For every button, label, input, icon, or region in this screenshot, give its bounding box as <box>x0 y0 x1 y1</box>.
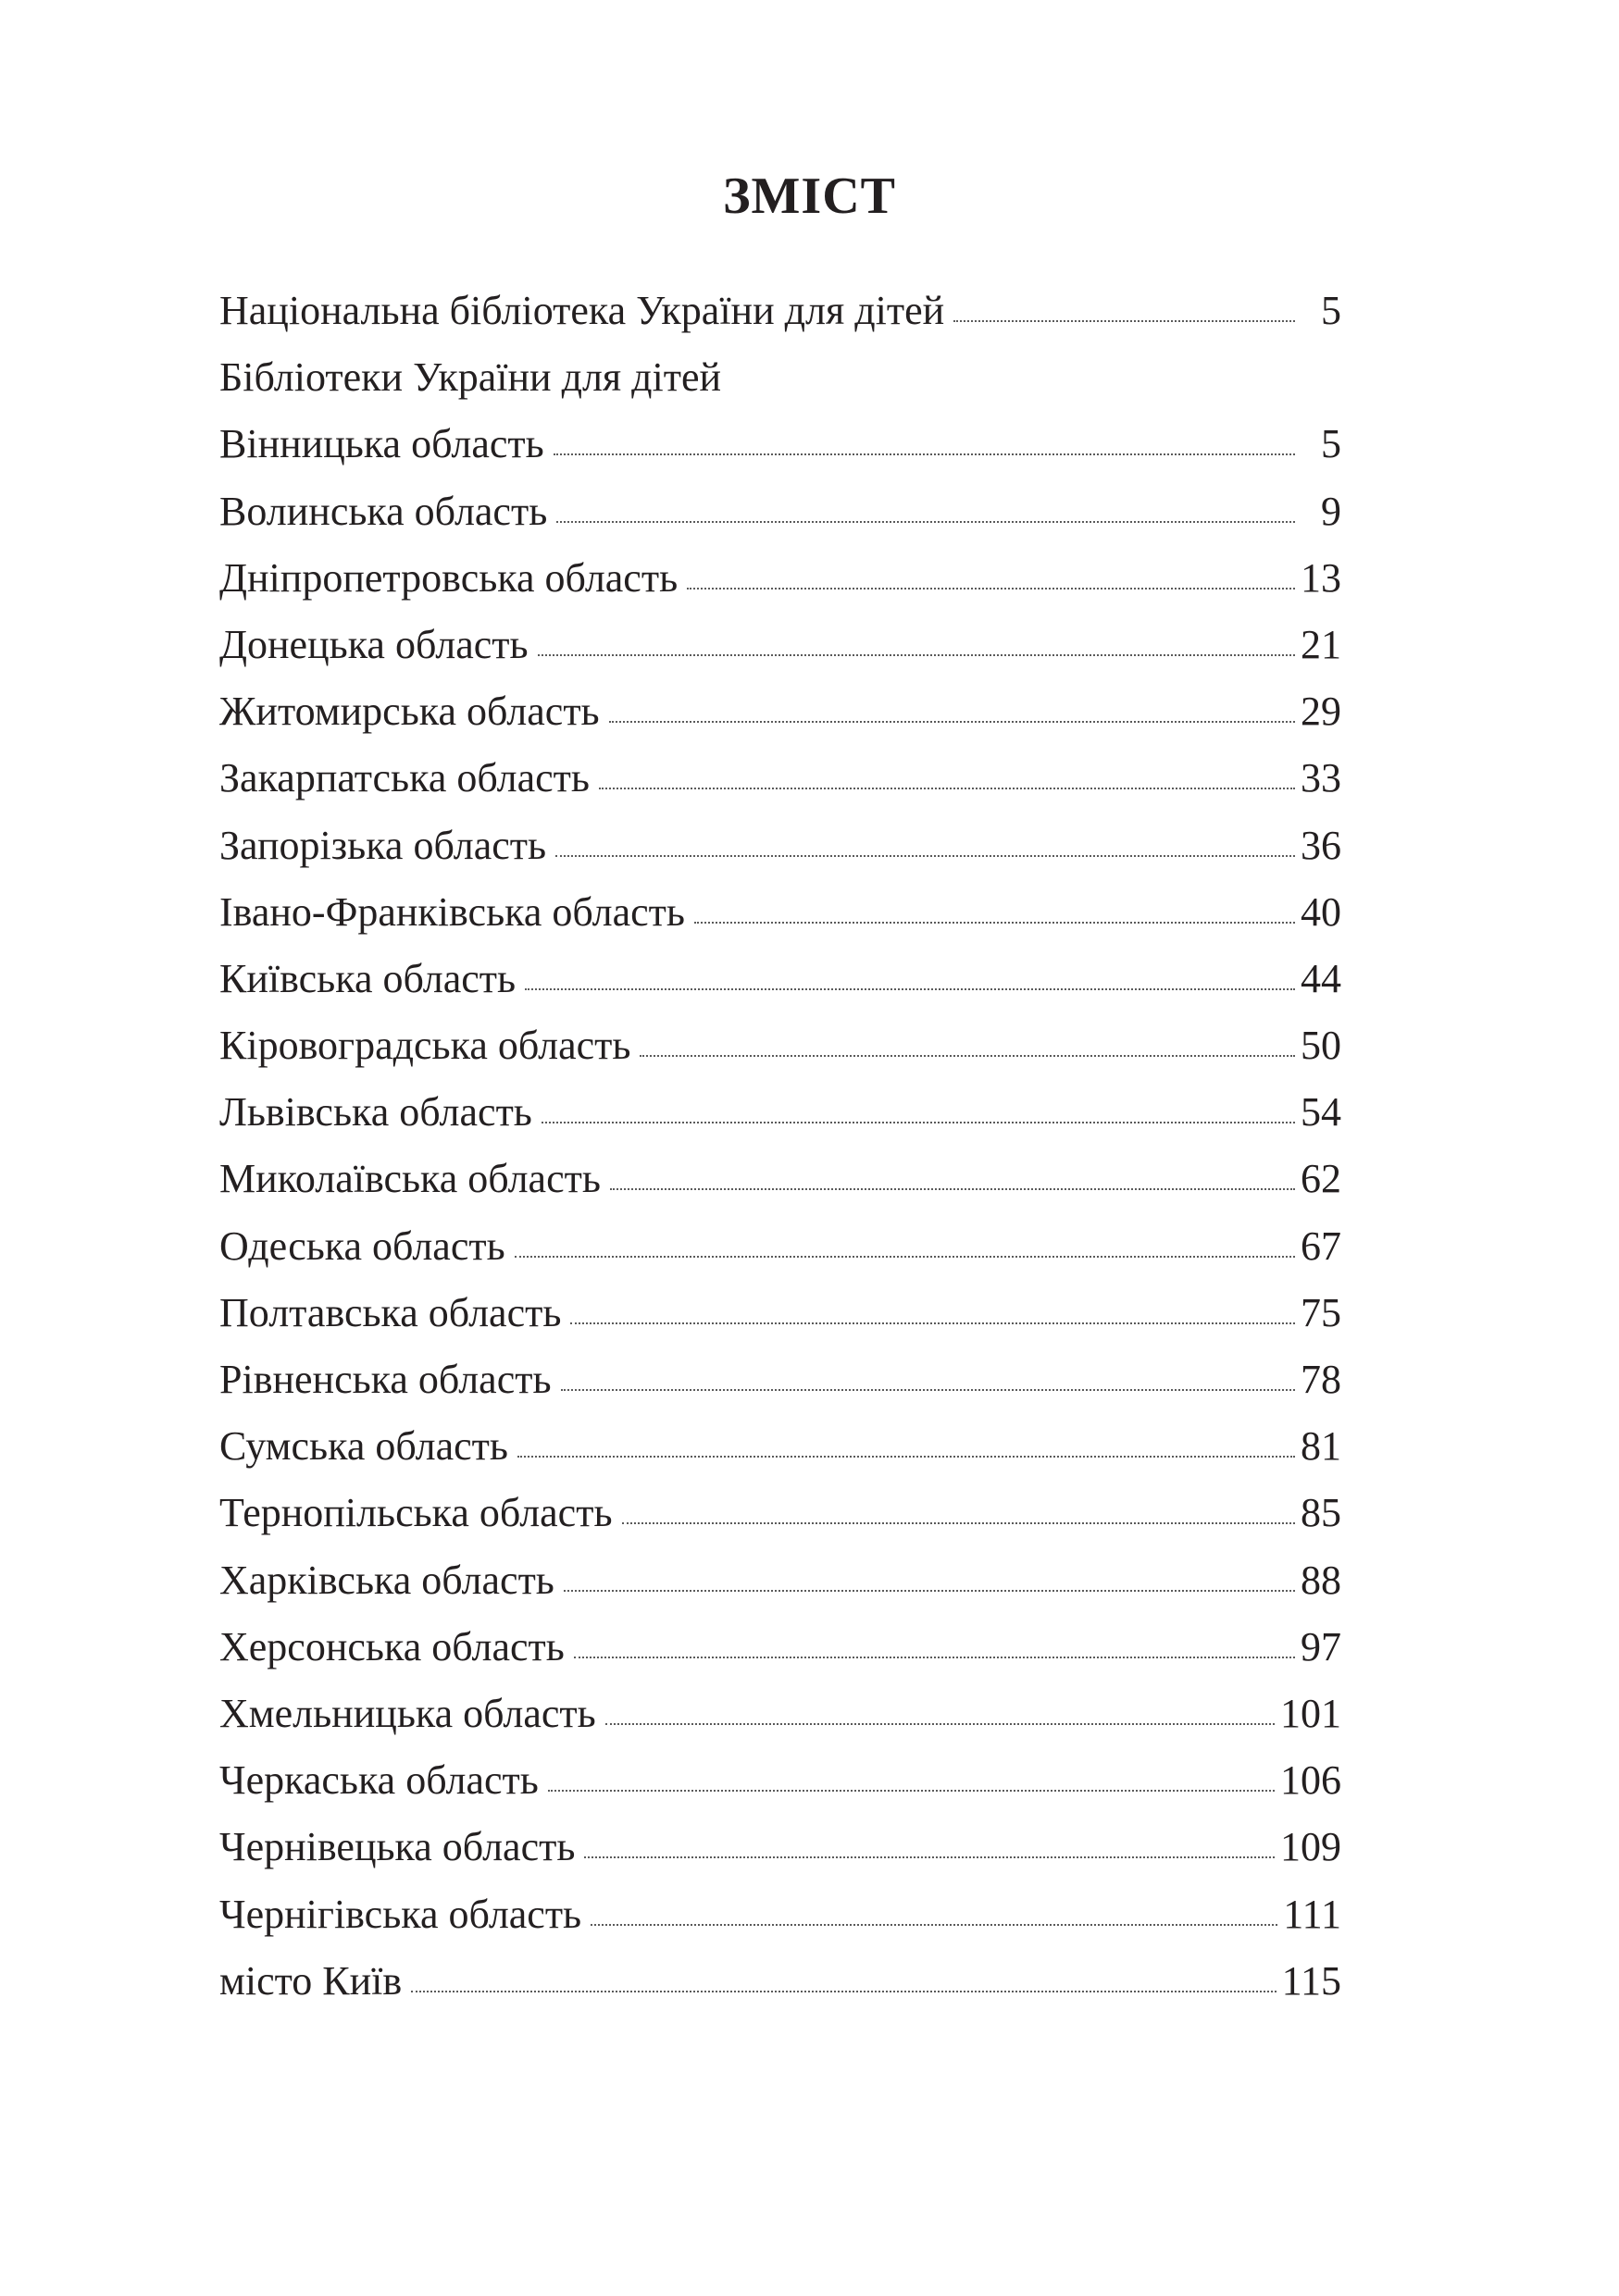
toc-entry <box>219 1012 1341 1079</box>
toc-entry-label: Сумська область <box>219 1423 508 1470</box>
dot-leader <box>953 320 1295 322</box>
toc-entry-label: Тернопільська область <box>219 1490 613 1536</box>
toc-entry-label: Харківська область <box>219 1557 554 1603</box>
dot-leader <box>605 1723 1275 1725</box>
toc-entry-page-number: 88 <box>1301 1557 1341 1603</box>
toc-entry-label: Херсонська область <box>219 1623 565 1669</box>
dot-leader <box>538 654 1295 656</box>
toc-entry-label: Національна бібліотека України для дітей <box>219 288 945 333</box>
toc-entry <box>219 946 1341 1012</box>
toc-entry-page-number: 106 <box>1280 1757 1341 1804</box>
toc-entry <box>219 678 1341 745</box>
toc-entry <box>219 478 1341 545</box>
toc-entry-page-number: 78 <box>1301 1357 1341 1402</box>
toc-entry <box>219 813 1341 879</box>
toc-entry-label: Чернівецька область <box>219 1824 576 1870</box>
toc-entry-label: Черкаська область <box>219 1757 539 1804</box>
toc-entry <box>219 411 1341 478</box>
toc-entry-label: Полтавська область <box>219 1289 562 1335</box>
dot-leader <box>556 521 1295 523</box>
dot-leader <box>542 1122 1295 1123</box>
dot-leader <box>561 1389 1295 1391</box>
toc-entry <box>219 1881 1341 1948</box>
toc-entry-page-number: 97 <box>1301 1623 1341 1669</box>
page-title: ЗМІСТ <box>723 168 896 225</box>
toc-entry <box>219 545 1341 612</box>
toc-entry <box>219 1213 1341 1280</box>
toc-entry-page-number: 40 <box>1301 888 1341 935</box>
toc-entry <box>219 1480 1341 1546</box>
toc-entry-page-number: 44 <box>1301 955 1341 1001</box>
toc-entry <box>219 1948 1341 2015</box>
toc-entry-page-number: 62 <box>1301 1156 1341 1202</box>
toc-entry-label: Житомирська область <box>219 689 600 735</box>
toc-entry-page-number: 13 <box>1301 554 1341 601</box>
toc-entry-page-number: 111 <box>1283 1891 1341 1937</box>
toc-entry-page-number: 115 <box>1281 1957 1341 2004</box>
dot-leader <box>584 1856 1275 1858</box>
toc-entry <box>219 612 1341 678</box>
toc-entry-label: Волинська область <box>219 488 548 534</box>
toc-entry-page-number: 101 <box>1280 1690 1341 1736</box>
dot-leader <box>640 1055 1295 1057</box>
toc-entry <box>219 1814 1341 1880</box>
toc-entry-label: Дніпропетровська область <box>219 554 679 601</box>
dot-leader <box>570 1322 1295 1324</box>
toc-entry-page-number: 29 <box>1301 689 1341 735</box>
toc-entry-label: Бібліотеки України для дітей <box>219 354 722 401</box>
dot-leader <box>687 588 1295 590</box>
toc-entry <box>219 1547 1341 1614</box>
dot-leader <box>574 1657 1295 1658</box>
dot-leader <box>554 453 1295 455</box>
dot-leader <box>548 1790 1275 1792</box>
toc-entry-label: Закарпатська область <box>219 755 590 801</box>
dot-leader <box>515 1256 1295 1258</box>
toc-entry-label: Донецька область <box>219 621 529 667</box>
dot-leader <box>555 855 1295 857</box>
toc-entry <box>219 1280 1341 1347</box>
toc-entry-page-number: 36 <box>1301 822 1341 868</box>
toc-entry <box>219 879 1341 946</box>
toc-entry <box>219 278 1341 344</box>
toc-entry-label: Одеська область <box>219 1222 505 1269</box>
dot-leader <box>411 1991 1276 1992</box>
toc-entry-label: Київська область <box>219 955 517 1001</box>
dot-leader <box>525 988 1295 990</box>
dot-leader <box>591 1924 1277 1926</box>
toc-entry-page-number: 75 <box>1301 1289 1341 1335</box>
toc-entry <box>219 745 1341 812</box>
toc-entry-page-number: 9 <box>1321 488 1341 534</box>
toc-entry <box>219 1347 1341 1413</box>
toc-entry-page-number: 5 <box>1321 421 1341 467</box>
toc-entry <box>219 1146 1341 1212</box>
dot-leader <box>694 922 1295 924</box>
dot-leader <box>599 788 1295 789</box>
toc-entry-page-number: 109 <box>1280 1824 1341 1870</box>
toc-entry <box>219 1079 1341 1146</box>
dot-leader <box>609 721 1295 723</box>
toc-entry <box>219 1413 1341 1480</box>
dot-leader <box>564 1590 1295 1592</box>
toc-entry-label: місто Київ <box>219 1957 403 2004</box>
toc-entry <box>219 344 1341 411</box>
toc-entry-page-number: 54 <box>1301 1089 1341 1136</box>
dot-leader <box>610 1188 1295 1190</box>
toc-entry-page-number: 67 <box>1301 1222 1341 1269</box>
toc-entry-page-number: 85 <box>1301 1490 1341 1536</box>
toc-entry-label: Миколаївська область <box>219 1156 601 1202</box>
toc-entry-page-number: 5 <box>1321 288 1341 333</box>
toc-entry-label: Хмельницька область <box>219 1690 596 1736</box>
toc-entry-page-number: 50 <box>1301 1023 1341 1069</box>
toc-entry-label: Чернігівська область <box>219 1891 582 1937</box>
table-of-contents <box>219 278 1341 2015</box>
toc-entry <box>219 1681 1341 1747</box>
toc-entry <box>219 1747 1341 1814</box>
toc-entry <box>219 1614 1341 1681</box>
toc-entry-label: Кіровоградська область <box>219 1023 631 1069</box>
toc-entry-label: Івано-Франківська область <box>219 888 685 935</box>
dot-leader <box>622 1522 1295 1524</box>
toc-entry-page-number: 33 <box>1301 755 1341 801</box>
toc-entry-page-number: 21 <box>1301 621 1341 667</box>
toc-entry-label: Запорізька область <box>219 822 547 868</box>
toc-entry-label: Рівненська область <box>219 1357 552 1402</box>
toc-entry-page-number: 81 <box>1301 1423 1341 1470</box>
toc-entry-label: Вінницька область <box>219 421 544 467</box>
dot-leader <box>517 1456 1295 1458</box>
toc-entry-label: Львівська область <box>219 1089 532 1136</box>
